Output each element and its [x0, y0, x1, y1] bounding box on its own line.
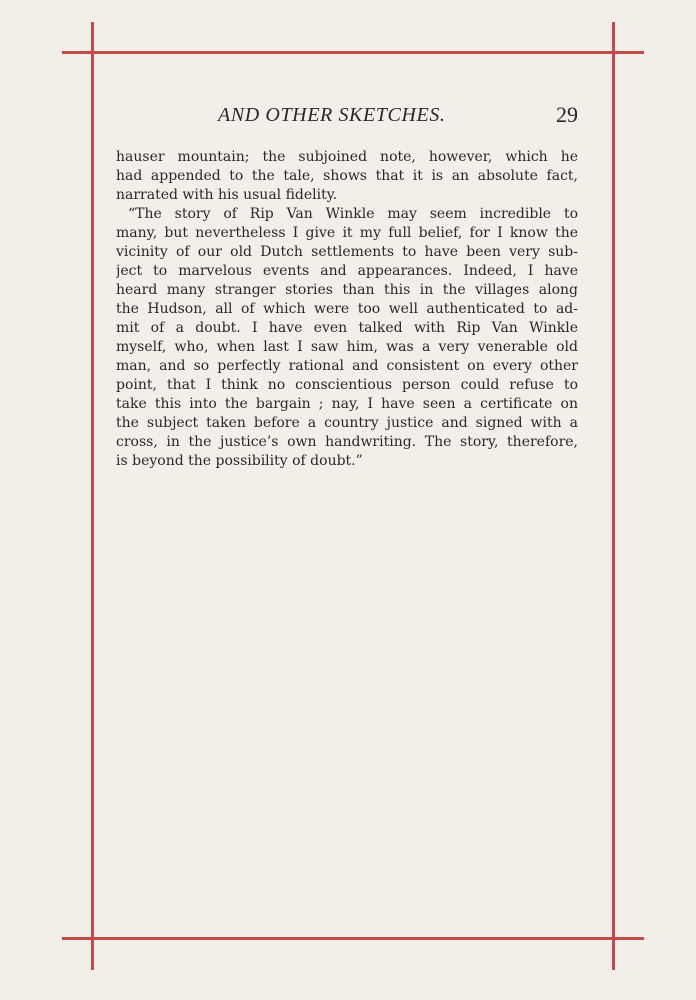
text-line: man, and so perfectly rational and consistent on every other — [116, 358, 578, 374]
text-line: the Hudson, all of which were too well authenticated to ad- — [116, 301, 578, 317]
paragraph-2 — [116, 205, 578, 471]
text-line: many, but nevertheless I give it my full belief, for I know the — [116, 225, 578, 241]
text-line: vicinity of our old Dutch settlements to have been very sub- — [116, 244, 578, 260]
text-line: take this into the bargain ; nay, I have seen a certificate on — [116, 396, 578, 412]
top-border-rule — [62, 51, 644, 54]
page-number: 29 — [556, 102, 578, 127]
text-line: narrated with his usual fidelity. — [116, 187, 338, 203]
paragraph-1 — [116, 148, 578, 205]
left-border-rule — [91, 22, 94, 970]
text-line: point, that I think no conscientious person could refuse to — [116, 377, 578, 393]
bottom-border-rule — [62, 937, 644, 940]
body-text — [116, 148, 578, 471]
right-border-rule — [612, 22, 615, 970]
text-line: ject to marvelous events and appearances. Indeed, I have — [116, 263, 578, 279]
text-line: mit of a doubt. I have even talked with Rip Van Winkle — [116, 320, 578, 336]
text-line: had appended to the tale, shows that it is an absolute fact, — [116, 168, 578, 184]
running-head — [116, 100, 578, 132]
running-title: AND OTHER SKETCHES. — [218, 104, 446, 126]
text-line: hauser mountain; the subjoined note, however, which he — [116, 149, 578, 165]
text-line: is beyond the possibility of doubt.” — [116, 453, 363, 469]
text-line: myself, who, when last I saw him, was a very venerable old — [116, 339, 578, 355]
text-line: the subject taken before a country justice and signed with a — [116, 415, 578, 431]
text-line: “The story of Rip Van Winkle may seem incredible to — [128, 206, 578, 222]
text-line: heard many stranger stories than this in the villages along — [116, 282, 578, 298]
text-line: cross, in the justice’s own handwriting. The story, therefore, — [116, 434, 578, 450]
